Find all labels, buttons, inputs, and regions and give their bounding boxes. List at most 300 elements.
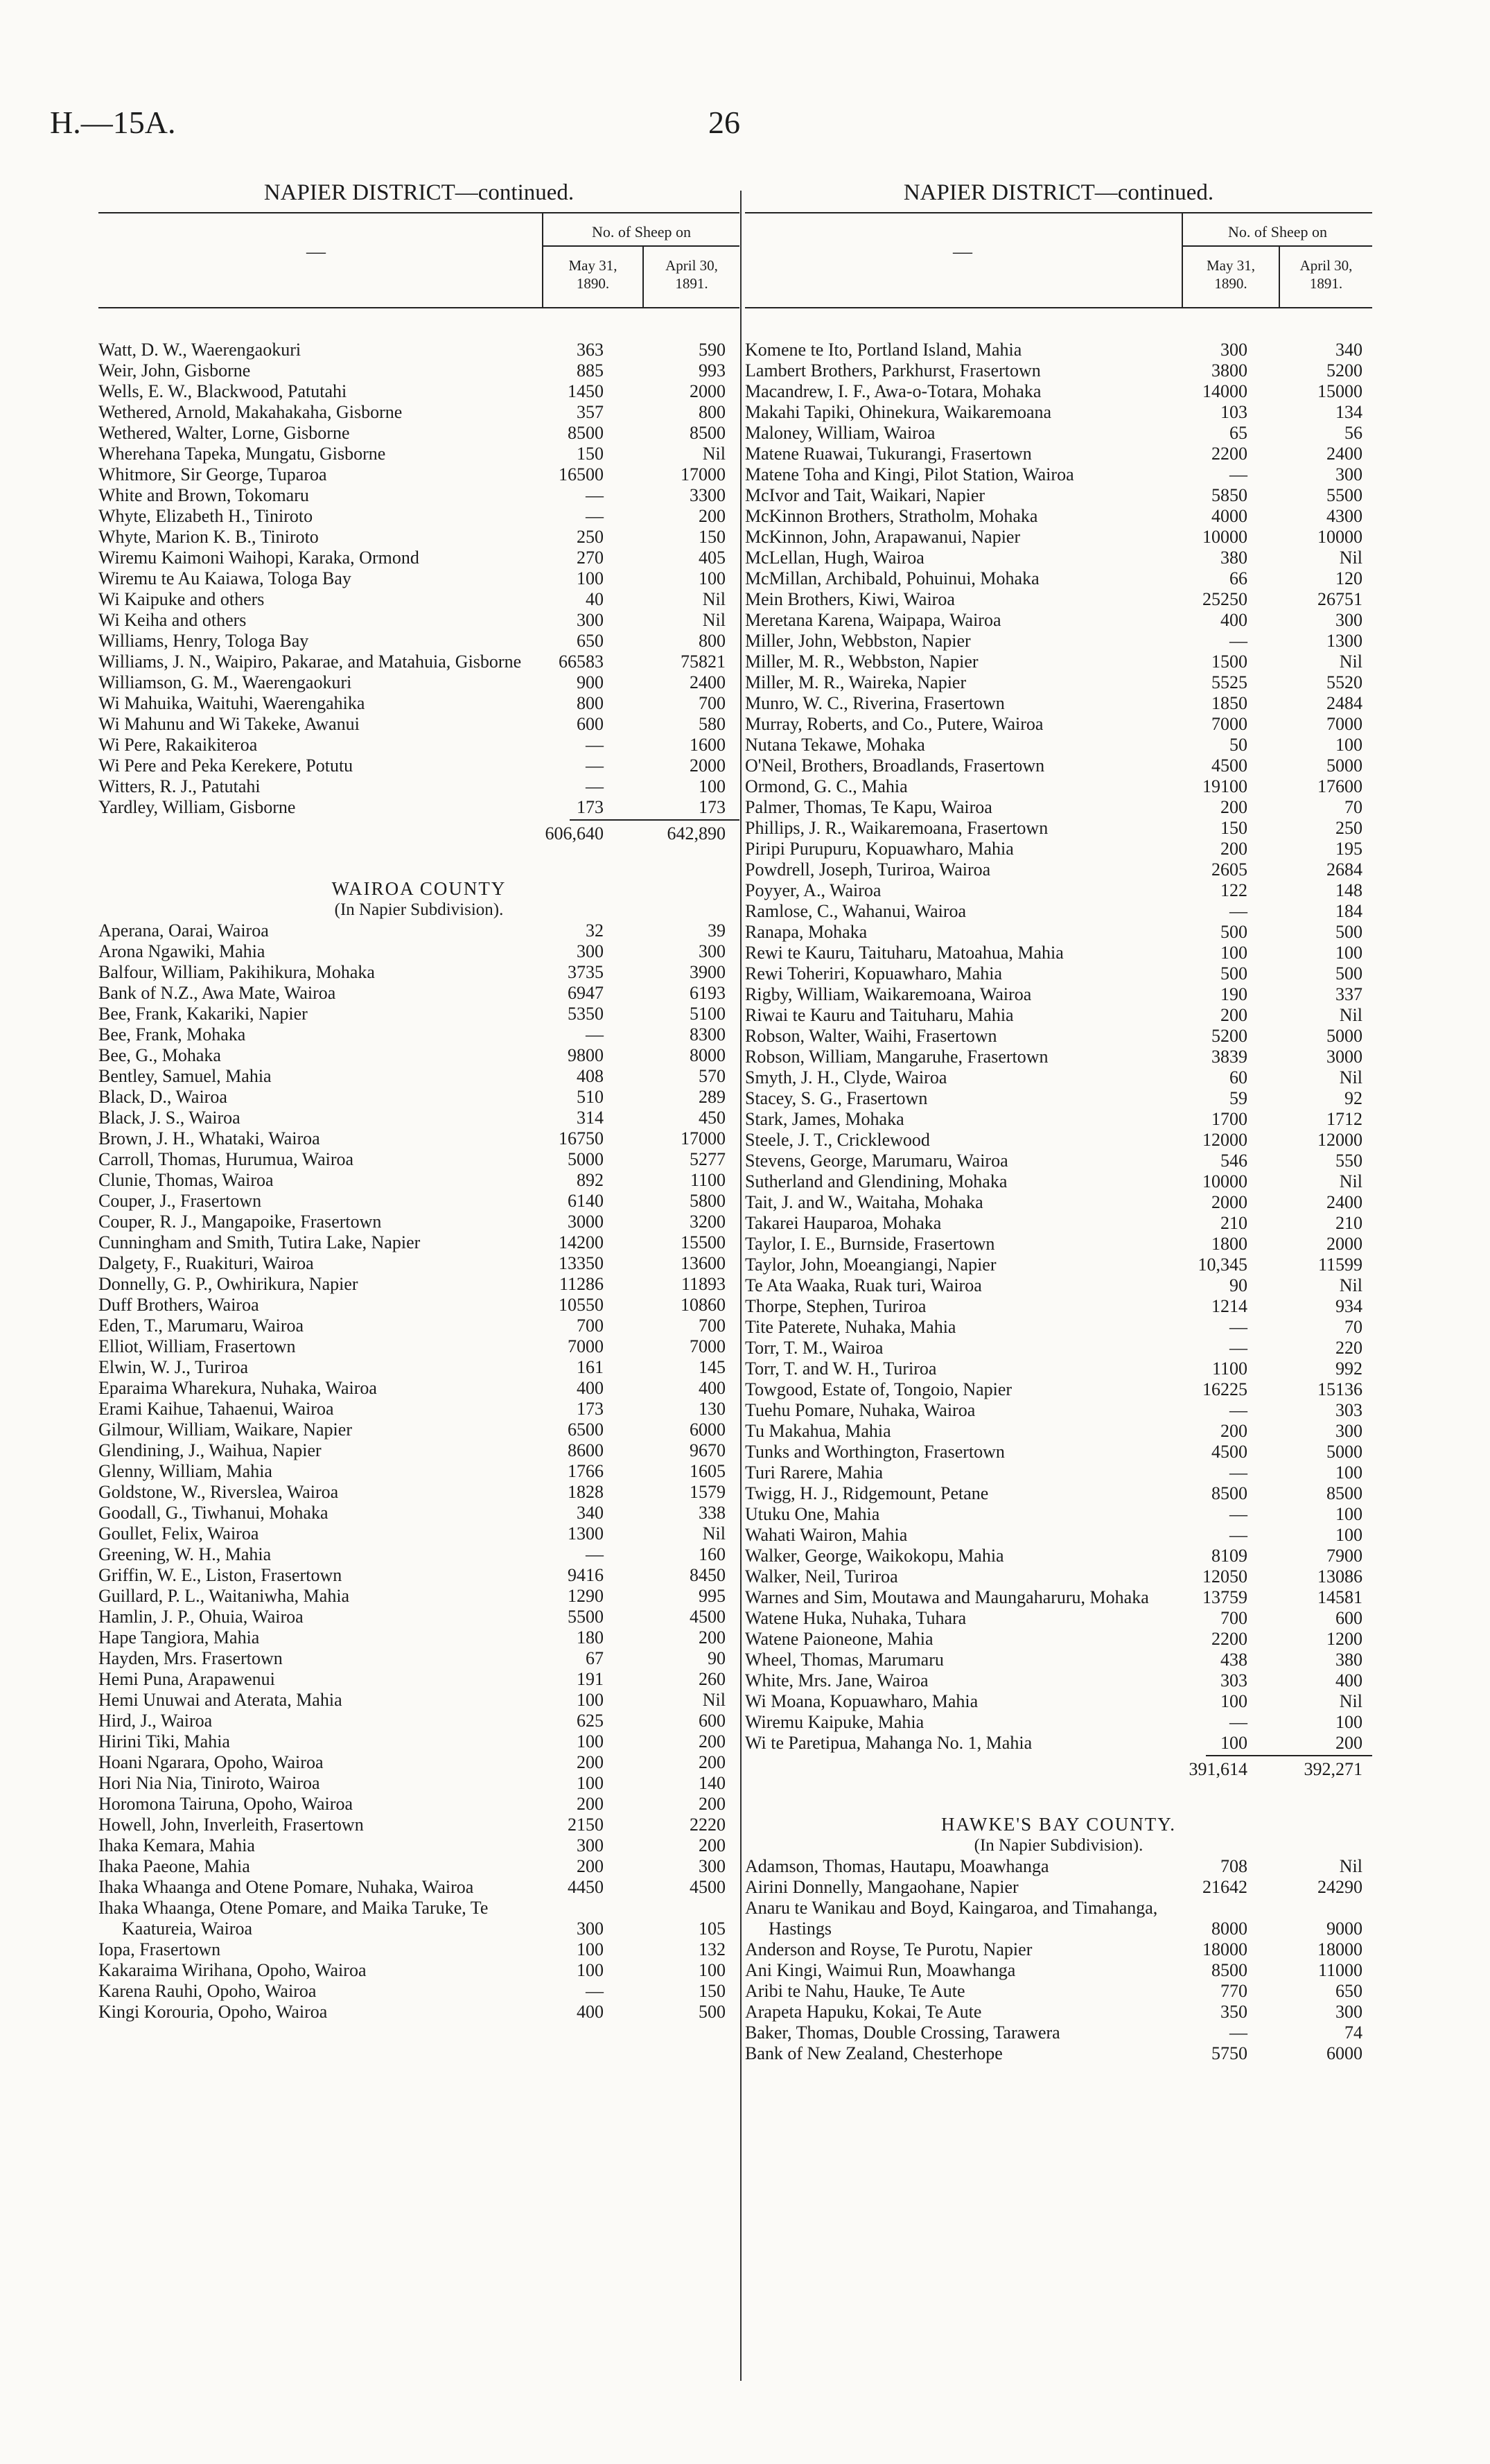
table-row (745, 1691, 1372, 1712)
wairoa-section-title: WAIROA COUNTY (331, 878, 507, 899)
sheep-1890: 1450 (568, 381, 604, 401)
sheep-1891: 800 (699, 402, 726, 422)
table-row (745, 402, 1372, 423)
sheep-1890: — (1229, 631, 1247, 651)
spacer (745, 308, 1372, 340)
sheep-1890: 180 (577, 1627, 604, 1648)
sheep-1891: 200 (699, 1627, 726, 1648)
owner-name: Wi Pere, Rakaikiteroa (98, 735, 258, 755)
spacer (745, 1785, 1372, 1813)
owner-name: Ihaka Kemara, Mahia (98, 1835, 255, 1855)
sheep-1891: 105 (699, 1919, 726, 1939)
owner-name: Miller, M. R., Webbston, Napier (745, 652, 979, 672)
sheep-1890: 173 (577, 1399, 604, 1419)
sheep-1891: 995 (699, 1586, 726, 1606)
sheep-1891: 700 (699, 693, 726, 713)
table-row (745, 1171, 1372, 1192)
sheep-1890: — (586, 735, 604, 755)
hawkes-bay-subsection: (In Napier Subdivision). (974, 1836, 1143, 1855)
owner-name: McKinnon Brothers, Stratholm, Mohaka (745, 506, 1038, 526)
sheep-1891: 140 (699, 1773, 726, 1793)
sheep-1890: 100 (577, 568, 604, 588)
owner-name: Ranapa, Mohaka (745, 922, 868, 942)
sheep-1891: 800 (699, 631, 726, 651)
owner-name: Airini Donnelly, Mangaohane, Napier (745, 1877, 1019, 1897)
owner-name: Turi Rarere, Mahia (745, 1462, 884, 1483)
owner-name: Mein Brothers, Kiwi, Wairoa (745, 589, 955, 609)
table-row (98, 1607, 739, 1627)
owner-name: Aperana, Oarai, Wairoa (98, 920, 269, 941)
table-row (98, 1711, 739, 1731)
sheep-1891: 13600 (681, 1253, 726, 1273)
sheep-1891: 15136 (1317, 1379, 1362, 1399)
owner-name: Poyyer, A., Wairoa (745, 880, 882, 900)
owner-name: Black, D., Wairoa (98, 1087, 227, 1107)
table-row (98, 444, 739, 464)
table-row (98, 1336, 739, 1357)
sheep-1890: 4000 (1211, 506, 1247, 526)
owner-name: Glendining, J., Waihua, Napier (98, 1440, 322, 1460)
sheep-1890: 770 (1220, 1981, 1247, 2001)
sheep-1890: 90 (1229, 1275, 1247, 1295)
table-row (98, 1149, 739, 1170)
owner-name: Watt, D. W., Waerengaokuri (98, 340, 301, 360)
sheep-1891: 2400 (1326, 444, 1362, 464)
date-1890-line2: 1890. (1214, 275, 1247, 292)
owner-name: Eden, T., Marumaru, Wairoa (98, 1316, 304, 1336)
owner-name: Meretana Karena, Waipapa, Wairoa (745, 610, 1001, 630)
total-1890: 391,614 (1189, 1759, 1247, 1779)
sheep-1890: — (1229, 1504, 1247, 1524)
sheep-1891: 300 (699, 941, 726, 961)
sheep-1890: — (1229, 1400, 1247, 1420)
table-row (98, 1565, 739, 1586)
sheep-1891: 500 (699, 2002, 726, 2022)
owner-name: Twigg, H. J., Ridgemount, Petane (745, 1483, 989, 1503)
owner-name: Donnelly, G. P., Owhirikura, Napier (98, 1274, 358, 1294)
sheep-1890: 314 (577, 1108, 604, 1128)
sheep-1890: 210 (1220, 1213, 1247, 1233)
table-row (745, 1400, 1372, 1421)
sheep-1890: 625 (577, 1711, 604, 1731)
sheep-1890: 16225 (1202, 1379, 1247, 1399)
sheep-1891: 148 (1335, 880, 1362, 900)
sheep-1891: Nil (702, 610, 726, 630)
sheep-1890: 66 (1229, 568, 1247, 588)
sheep-1891: 289 (699, 1087, 726, 1107)
table-row (745, 444, 1372, 464)
owner-name: Griffin, W. E., Liston, Frasertown (98, 1565, 342, 1585)
table-row (98, 402, 739, 423)
owner-name: Makahi Tapiki, Ohinekura, Waikaremoana (745, 402, 1052, 422)
table-row (745, 693, 1372, 714)
table-row (98, 1170, 739, 1191)
table-row (98, 610, 739, 631)
owner-name: Williamson, G. M., Waerengaokuri (98, 672, 352, 692)
sheep-1891: 1300 (1326, 631, 1362, 651)
wairoa-rows-left (98, 920, 739, 2022)
sheep-1890: 9800 (568, 1045, 604, 1065)
date-1891-line2: 1891. (675, 275, 708, 292)
sheep-1891: 14581 (1317, 1587, 1362, 1607)
sheep-1890: 5000 (568, 1149, 604, 1169)
sheep-1890: 173 (577, 797, 604, 817)
table-row (98, 631, 739, 652)
sheep-1890: 510 (577, 1087, 604, 1107)
sheep-1890: 400 (577, 1378, 604, 1398)
owner-name: Cunningham and Smith, Tutira Lake, Napier (98, 1232, 421, 1252)
table-row (745, 1733, 1372, 1754)
owner-name: Rewi te Kauru, Taituharu, Matoahua, Mahia (745, 943, 1064, 963)
table-row (98, 1960, 739, 1981)
sheep-1891: 2000 (690, 755, 726, 776)
sheep-1891: 300 (699, 1856, 726, 1876)
wairoa-subsection: (In Napier Subdivision). (334, 900, 504, 919)
sheep-1890: 100 (577, 1690, 604, 1710)
owner-name: Dalgety, F., Ruakituri, Wairoa (98, 1253, 314, 1273)
table-row (745, 1960, 1372, 1981)
sheep-1890: 1766 (568, 1461, 604, 1481)
owner-name: Bentley, Samuel, Mahia (98, 1066, 272, 1086)
sheep-1890: 161 (577, 1357, 604, 1377)
sheep-1890: 100 (577, 1960, 604, 1980)
owner-name: Howell, John, Inverleith, Frasertown (98, 1815, 364, 1835)
table-row (745, 1898, 1372, 1939)
sheep-1890: 19100 (1202, 776, 1247, 796)
table-row (98, 1586, 739, 1607)
owner-name: Hape Tangiora, Mahia (98, 1627, 260, 1648)
sheep-1890: 270 (577, 548, 604, 568)
sheep-1891: 338 (699, 1503, 726, 1523)
sheep-1890: 14200 (559, 1232, 604, 1252)
sheep-1890: 6947 (568, 983, 604, 1003)
sheep-1891: 100 (699, 1960, 726, 1980)
table-row (745, 672, 1372, 693)
owner-name: Bee, Frank, Mohaka (98, 1024, 246, 1045)
sheep-1891: 3200 (690, 1212, 726, 1232)
table-row (98, 797, 739, 818)
table-row (98, 360, 739, 381)
table-row (745, 1255, 1372, 1275)
owner-name: Karena Rauhi, Opoho, Wairoa (98, 1981, 317, 2001)
sheep-1890: 303 (1220, 1670, 1247, 1690)
sheep-1890: — (1229, 1338, 1247, 1358)
sheep-1891: 5800 (690, 1191, 726, 1211)
table-row (745, 610, 1372, 631)
table-row (745, 1151, 1372, 1171)
sheep-1891: Nil (1339, 652, 1362, 672)
owner-name: McKinnon, John, Arapawanui, Napier (745, 527, 1021, 547)
sheep-1891: 300 (1335, 2002, 1362, 2022)
owner-name: Greening, W. H., Mahia (98, 1544, 272, 1564)
table-row (98, 652, 739, 672)
table-row (98, 1815, 739, 1835)
sheep-1890: 885 (577, 360, 604, 381)
table-row (98, 1627, 739, 1648)
sheep-1890: 2200 (1211, 1629, 1247, 1649)
date-1891-line1: April 30, (1299, 257, 1353, 274)
table-row (745, 818, 1372, 839)
sheep-1890: 191 (577, 1669, 604, 1689)
sheep-1891: 1100 (690, 1170, 726, 1190)
owner-name: Williams, J. N., Waipiro, Pakarae, and Matahuia, Gisborne (98, 652, 522, 672)
owner-name: Arona Ngawiki, Mahia (98, 941, 265, 961)
owner-name: McMillan, Archibald, Pohuinui, Mohaka (745, 568, 1040, 588)
owner-name: Iopa, Frasertown (98, 1939, 221, 1959)
owner-name: Hamlin, J. P., Ohuia, Wairoa (98, 1607, 304, 1627)
hawkes-bay-rows (745, 1856, 1372, 2064)
owner-name: Balfour, William, Pakihikura, Mohaka (98, 962, 375, 982)
table-row (745, 1546, 1372, 1566)
sheep-1890: 340 (577, 1503, 604, 1523)
table-row (745, 1483, 1372, 1504)
sheep-1891: Nil (702, 1690, 726, 1710)
table-row (745, 1296, 1372, 1317)
owner-name: Riwai te Kauru and Taituharu, Mahia (745, 1005, 1014, 1025)
table-header (745, 212, 1372, 308)
name-column-header: — (306, 241, 326, 263)
table-row (745, 1317, 1372, 1338)
sheep-1890: 2000 (1211, 1192, 1247, 1212)
owner-name: Tite Paterete, Nuhaka, Mahia (745, 1317, 956, 1337)
owner-name: Goodall, G., Tiwhanui, Mohaka (98, 1503, 328, 1523)
wairoa-rows-right (745, 340, 1372, 1754)
owner-name: Ani Kingi, Waimui Run, Moawhanga (745, 1960, 1016, 1980)
table-row (98, 1773, 739, 1794)
sheep-1891: 17000 (681, 1128, 726, 1148)
sheep-1890: 32 (586, 920, 604, 941)
sheep-1891: 92 (1344, 1088, 1362, 1108)
sheep-1891: 220 (1335, 1338, 1362, 1358)
sheep-1891: 400 (1335, 1670, 1362, 1690)
table-row (98, 1669, 739, 1690)
sheep-1890: 300 (577, 1835, 604, 1855)
sheep-1890: 7000 (568, 1336, 604, 1356)
sheep-1891: 173 (699, 797, 726, 817)
table-row (98, 1316, 739, 1336)
table-row (745, 1670, 1372, 1691)
sheep-1890: 400 (577, 2002, 604, 2022)
sheep-1890: 10550 (559, 1295, 604, 1315)
owner-name: Hirini Tiki, Mahia (98, 1731, 230, 1751)
page-number: 26 (708, 105, 740, 140)
table-row (745, 1192, 1372, 1213)
sheep-1891: 100 (1335, 1712, 1362, 1732)
sheep-1890: 3800 (1211, 360, 1247, 381)
sheep-1891: 380 (1335, 1650, 1362, 1670)
owner-name: Walker, George, Waikokopu, Mahia (745, 1546, 1004, 1566)
column-title: NAPIER DISTRICT—continued. (903, 180, 1214, 205)
wairoa-total-row (745, 1754, 1372, 1785)
sheep-1891: 5000 (1326, 755, 1362, 776)
sheep-1890: 4500 (1211, 1442, 1247, 1462)
owner-name: Arapeta Hapuku, Kokai, Te Aute (745, 2002, 982, 2022)
sheep-1891: 9000 (1326, 1919, 1362, 1939)
table-row (98, 1045, 739, 1066)
owner-name: Ihaka Whaanga, Otene Pomare, and Maika Taruke, Te Kaatureia, Wairoa (98, 1898, 489, 1939)
sheep-1891: 17600 (1317, 776, 1362, 796)
owner-name: Wiremu Kaimoni Waihopi, Karaka, Ormond (98, 548, 419, 568)
sheep-1890: — (586, 1544, 604, 1564)
table-row (745, 1358, 1372, 1379)
table-row (745, 984, 1372, 1005)
table-row (745, 963, 1372, 984)
sheep-1891: Nil (1339, 1005, 1362, 1025)
sheep-1890: — (586, 1024, 604, 1045)
sheep-1890: 60 (1229, 1067, 1247, 1087)
total-1891: 642,890 (667, 823, 726, 844)
owner-name: Tuehu Pomare, Nuhaka, Wairoa (745, 1400, 976, 1420)
sheep-1891: 11893 (681, 1274, 726, 1294)
total-1891: 392,271 (1304, 1759, 1362, 1779)
sheep-1890: 400 (1220, 610, 1247, 630)
owner-name: Rewi Toheriri, Kopuawharo, Mahia (745, 963, 1002, 984)
table-row (98, 485, 739, 506)
owner-name: Duff Brothers, Wairoa (98, 1295, 259, 1315)
sheep-1890: 200 (1220, 839, 1247, 859)
table-row (98, 1503, 739, 1523)
sheep-1890: 100 (577, 1731, 604, 1751)
sheep-1890: 363 (577, 340, 604, 360)
owner-name: Wahati Wairon, Mahia (745, 1525, 908, 1545)
owner-name: Matene Toha and Kingi, Pilot Station, Wairoa (745, 464, 1074, 484)
owner-name: Utuku One, Mahia (745, 1504, 880, 1524)
owner-name: Murray, Roberts, and Co., Putere, Wairoa (745, 714, 1044, 734)
sheep-1891: Nil (1339, 1171, 1362, 1191)
sheep-1891: Nil (702, 1523, 726, 1544)
owner-name: Hemi Unuwai and Aterata, Mahia (98, 1690, 342, 1710)
sheep-1891: 100 (699, 776, 726, 796)
owner-name: Wethered, Walter, Lorne, Gisborne (98, 423, 350, 443)
sheep-1891: 7000 (690, 1336, 726, 1356)
sheep-1890: 103 (1220, 402, 1247, 422)
table-row (745, 922, 1372, 943)
owner-name: Stevens, George, Marumaru, Wairoa (745, 1151, 1008, 1171)
owner-name: Hori Nia Nia, Tiniroto, Wairoa (98, 1773, 320, 1793)
sheep-1891: 56 (1344, 423, 1362, 443)
sheep-1890: 408 (577, 1066, 604, 1086)
owner-name: Couper, J., Frasertown (98, 1191, 262, 1211)
owner-name: Watene Huka, Nuhaka, Tuhara (745, 1608, 967, 1628)
sheep-1891: 5100 (690, 1004, 726, 1024)
owner-name: Munro, W. C., Riverina, Frasertown (745, 693, 1005, 713)
sheep-1890: — (1229, 1317, 1247, 1337)
sheep-1891: 7000 (1326, 714, 1362, 734)
header-rule (543, 245, 739, 247)
total-rule (570, 819, 739, 821)
date-1890-header (543, 256, 642, 292)
sheep-1891: 18000 (1317, 1939, 1362, 1959)
owner-name: Wi Keiha and others (98, 610, 247, 630)
sheep-1890: 8600 (568, 1440, 604, 1460)
sheep-1890: 200 (1220, 1421, 1247, 1441)
sheep-1890: 8000 (1211, 1919, 1247, 1939)
owner-name: Yardley, William, Gisborne (98, 797, 296, 817)
sheep-1891: 550 (1335, 1151, 1362, 1171)
sheep-1891: 150 (699, 527, 726, 547)
table-row (98, 1461, 739, 1482)
table-row (745, 1566, 1372, 1587)
owner-name: Takarei Hauparoa, Mohaka (745, 1213, 942, 1233)
table-row (745, 1712, 1372, 1733)
table-header (98, 212, 739, 308)
owner-name: Couper, R. J., Mangapoike, Frasertown (98, 1212, 382, 1232)
sheep-1890: 700 (577, 1316, 604, 1336)
table-row (98, 381, 739, 402)
sheep-1891: 3900 (690, 962, 726, 982)
table-row (98, 693, 739, 714)
table-row (745, 2043, 1372, 2064)
owner-name: Macandrew, I. F., Awa-o-Totara, Mohaka (745, 381, 1042, 401)
sheep-1891: 303 (1335, 1400, 1362, 1420)
table-row (98, 1544, 739, 1565)
sheep-1891: 210 (1335, 1213, 1362, 1233)
sheep-1890: 100 (1220, 1733, 1247, 1753)
sheep-1891: 200 (699, 1835, 726, 1855)
sheep-1891: 1200 (1326, 1629, 1362, 1649)
table-row (745, 880, 1372, 901)
left-column (98, 173, 739, 2022)
table-row (98, 1856, 739, 1877)
table-row (98, 1357, 739, 1378)
owner-name: Wi Pere and Peka Kerekere, Potutu (98, 755, 353, 776)
owner-name: Sutherland and Glendining, Mohaka (745, 1171, 1008, 1191)
sheep-1890: — (586, 506, 604, 526)
sheep-1890: 8109 (1211, 1546, 1247, 1566)
sheep-1891: 1712 (1326, 1109, 1362, 1129)
name-column-header: — (953, 241, 972, 263)
total-rule (1206, 1755, 1372, 1756)
sheep-1891: Nil (1339, 1275, 1362, 1295)
sheep-1891: 340 (1335, 340, 1362, 360)
table-row (98, 423, 739, 444)
table-row (98, 1399, 739, 1419)
table-row (745, 1504, 1372, 1525)
date-1890-line1: May 31, (568, 257, 617, 274)
sheep-1890: 11286 (559, 1274, 604, 1294)
owner-name: Torr, T. M., Wairoa (745, 1338, 884, 1358)
table-row (98, 1690, 739, 1711)
table-row (98, 340, 739, 360)
sheep-1891: 405 (699, 548, 726, 568)
owner-name: Ramlose, C., Wahanui, Wairoa (745, 901, 967, 921)
sheep-1891: 8500 (1326, 1483, 1362, 1503)
sheep-1891: 4500 (690, 1607, 726, 1627)
sheep-1890: 357 (577, 402, 604, 422)
owner-name: Bee, Frank, Kakariki, Napier (98, 1004, 308, 1024)
table-row (745, 1047, 1372, 1067)
sheep-1891: 100 (699, 568, 726, 588)
sheep-1891: Nil (702, 444, 726, 464)
sheep-1891: 2400 (1326, 1192, 1362, 1212)
sheep-1890: 350 (1220, 2002, 1247, 2022)
sheep-1890: 1700 (1211, 1109, 1247, 1129)
sheep-1891: 2000 (690, 381, 726, 401)
table-row (745, 652, 1372, 672)
table-row (98, 1024, 739, 1045)
sheep-1890: 25250 (1202, 589, 1247, 609)
owner-name: Hemi Puna, Arapawenui (98, 1669, 275, 1689)
table-row (98, 1482, 739, 1503)
table-row (745, 1442, 1372, 1462)
sheep-1891: 8450 (690, 1565, 726, 1585)
sheep-1891: 5000 (1326, 1026, 1362, 1046)
owner-name: Hird, J., Wairoa (98, 1711, 213, 1731)
sheep-1890: 21642 (1202, 1877, 1247, 1897)
sheep-1891: 2484 (1326, 693, 1362, 713)
sheep-1890: 1300 (568, 1523, 604, 1544)
sheep-1890: 3735 (568, 962, 604, 982)
